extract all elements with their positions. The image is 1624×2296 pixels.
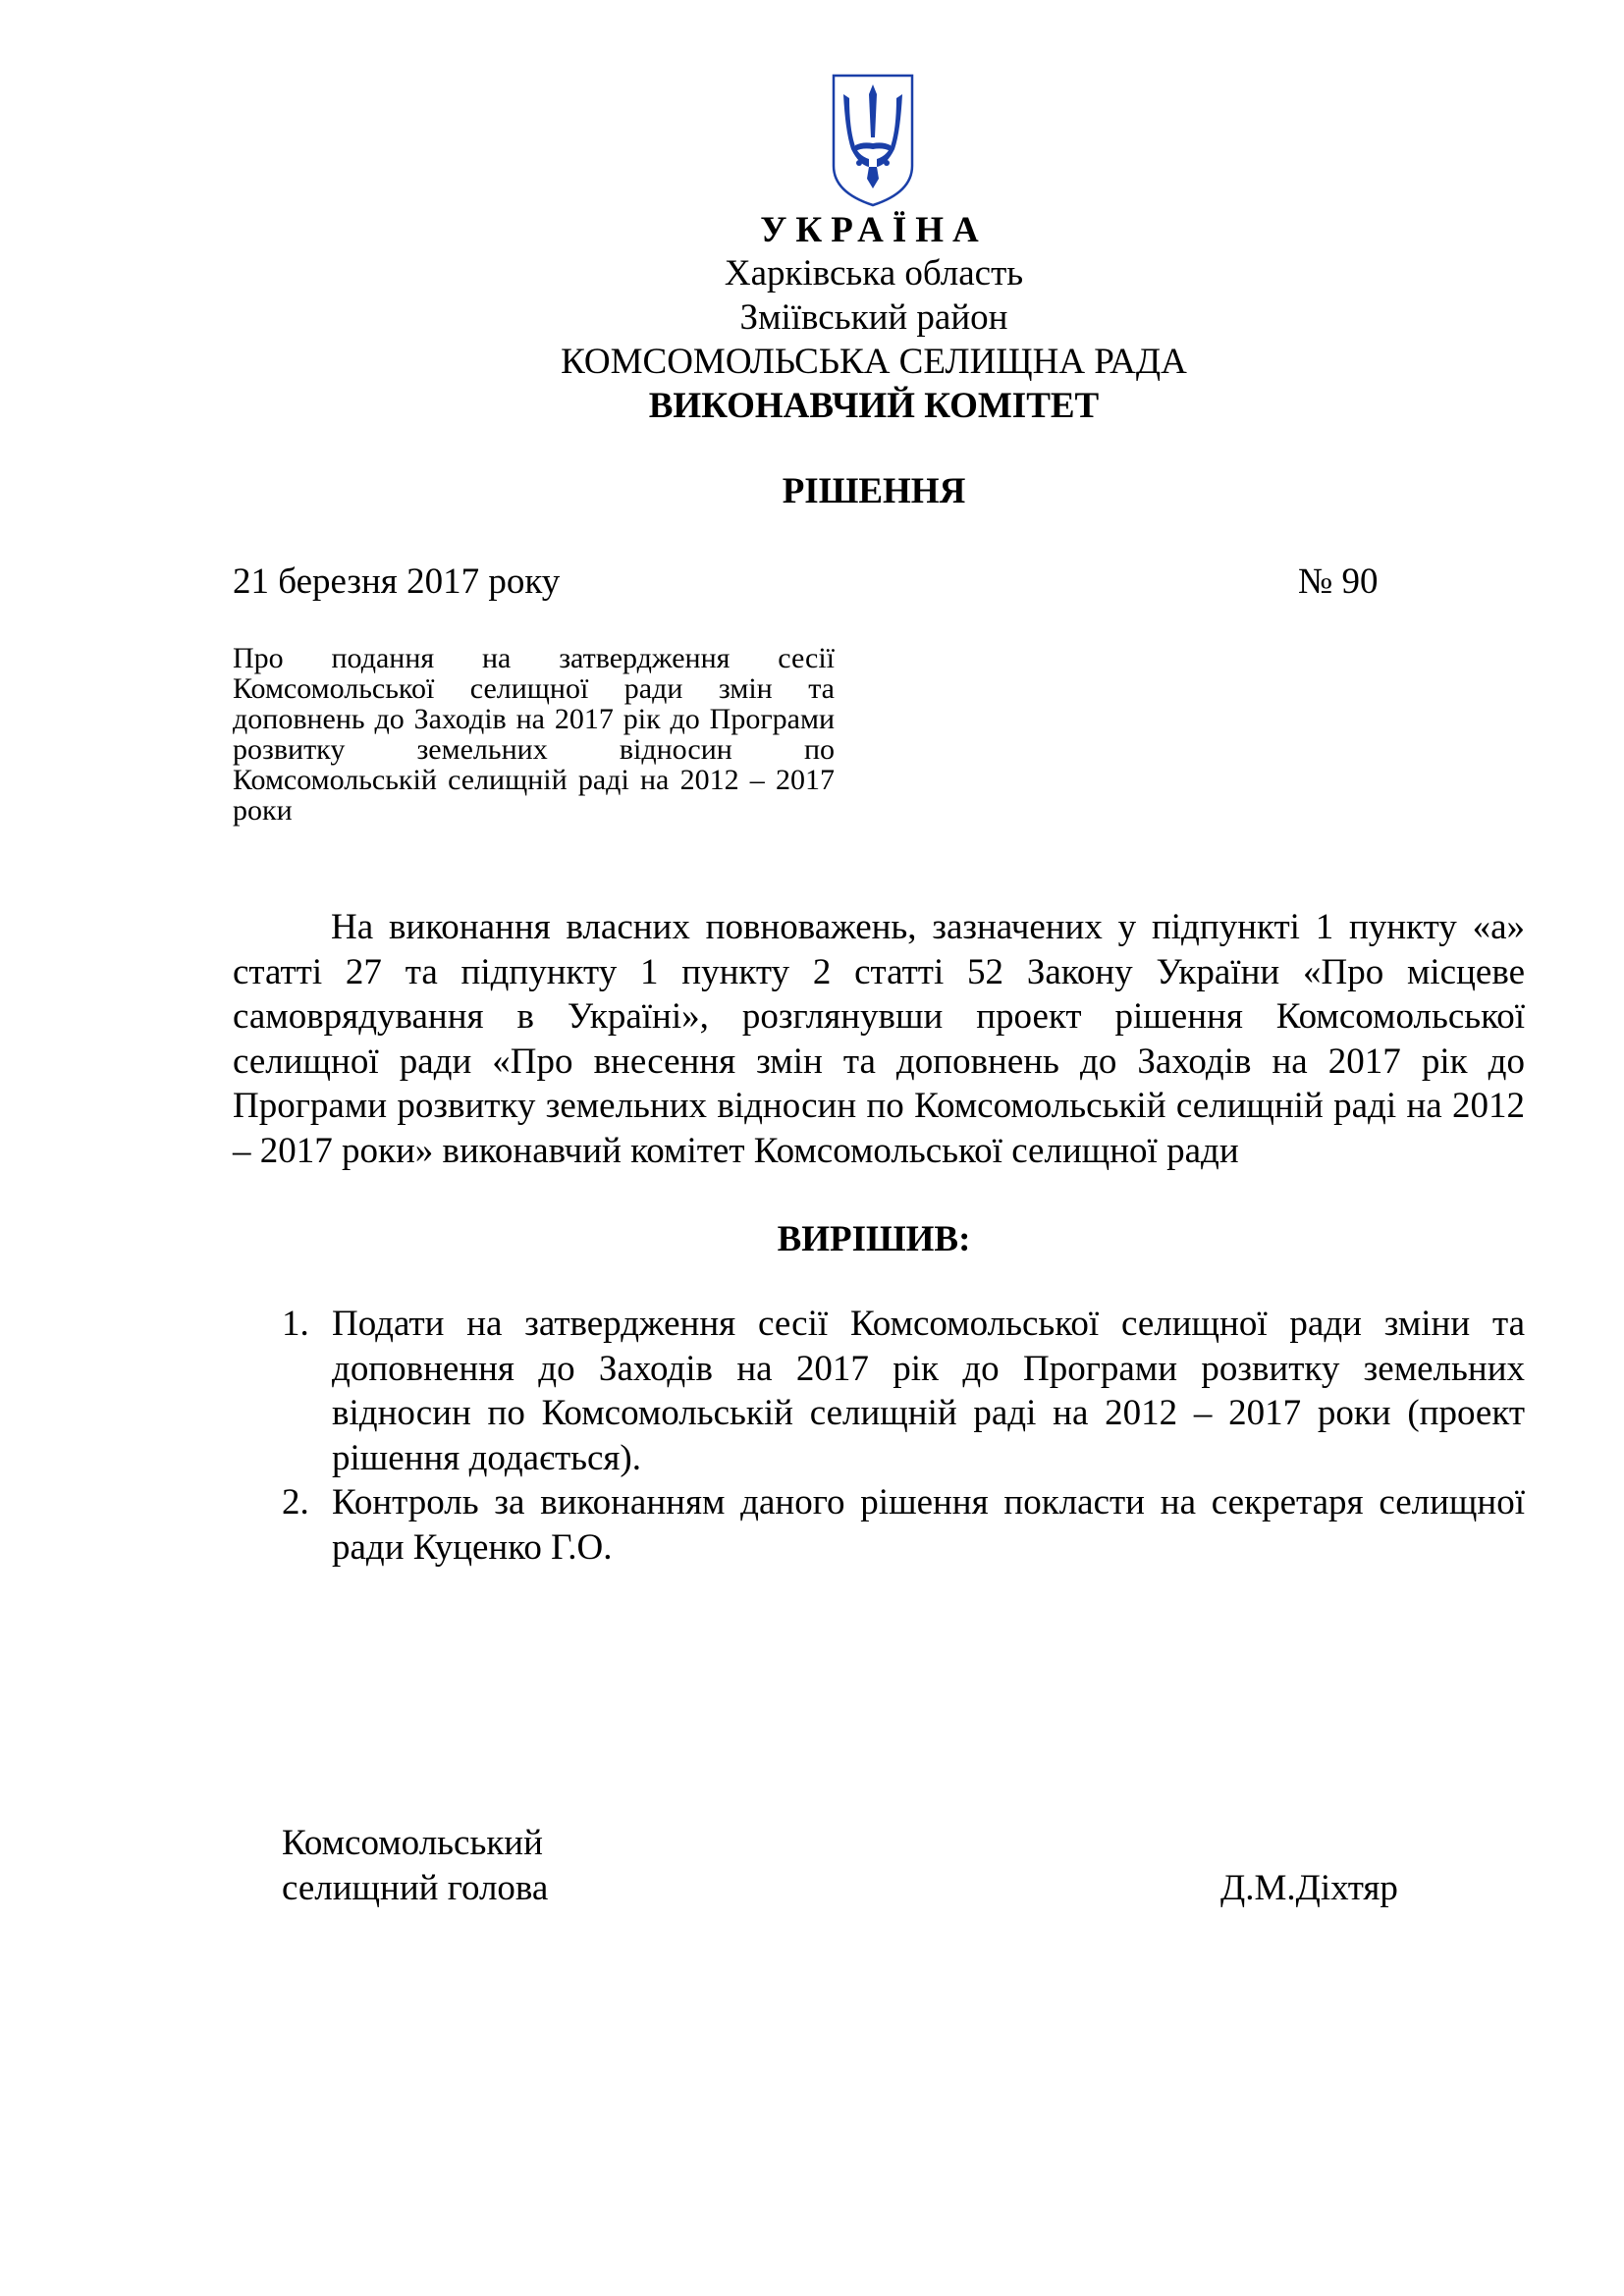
list-item <box>233 1302 1525 1480</box>
decided-heading: ВИРІШИВ: <box>777 1219 971 1259</box>
list-item-number: 1. <box>282 1304 309 1344</box>
signer-name: Д.М.Діхтяр <box>1220 1868 1398 1908</box>
signature-title <box>282 1821 548 1910</box>
country-name: УКРАЇНА <box>760 210 988 250</box>
list-item-text: Подати на затвердження сесії Комсомольської селищної ради зміни та доповнення до Заходів на 2017 рік до Програми розвитку земельних відносин по Комсомольській селищній раді на 2012 – 2017 роки (проект рішення додається). <box>332 1304 1525 1478</box>
list-item <box>233 1480 1525 1570</box>
committee-name: ВИКОНАВЧИЙ КОМІТЕТ <box>648 386 1100 426</box>
list-item-number: 2. <box>282 1482 309 1522</box>
trident-coat-of-arms-icon <box>830 73 916 208</box>
list-item-text: Контроль за виконанням даного рішення покласти на секретаря селищної ради Куценко Г.О. <box>332 1482 1525 1568</box>
document-preamble: На виконання власних повноважень, зазначених у підпункті 1 пункту «а» статті 27 та підпункту 1 пункту 2 статті 52 Закону України «Про місцеве самоврядування в Україні», розглянувши проект рішення Комсомольської селищної ради «Про внесення змін та доповнень до Заходів на 2017 рік до Програми розвитку земельних відносин по Комсомольській селищній раді на 2012 – 2017 роки» виконавчий комітет Комсомольської селищної ради <box>233 907 1525 1171</box>
region-name: Харківська область <box>724 253 1024 294</box>
district-name: Зміївський район <box>739 297 1008 338</box>
signature-title-line2: селищний голова <box>282 1867 549 1908</box>
document-number: № 90 <box>1298 561 1379 602</box>
council-name: КОМСОМОЛЬСЬКА СЕЛИЩНА РАДА <box>561 342 1187 382</box>
decisions-list <box>233 1302 1525 1570</box>
document-date: 21 березня 2017 року <box>233 561 561 602</box>
document-subject: Про подання на затвердження сесії Комсомольської селищної ради змін та доповнень до Заходів на 2017 рік до Програми розвитку земельних відносин по Комсомольській селищній раді на 2012 – 2017 роки <box>233 642 835 827</box>
document-title: РІШЕННЯ <box>782 471 966 511</box>
signature-title-line1: Комсомольський <box>282 1823 543 1863</box>
